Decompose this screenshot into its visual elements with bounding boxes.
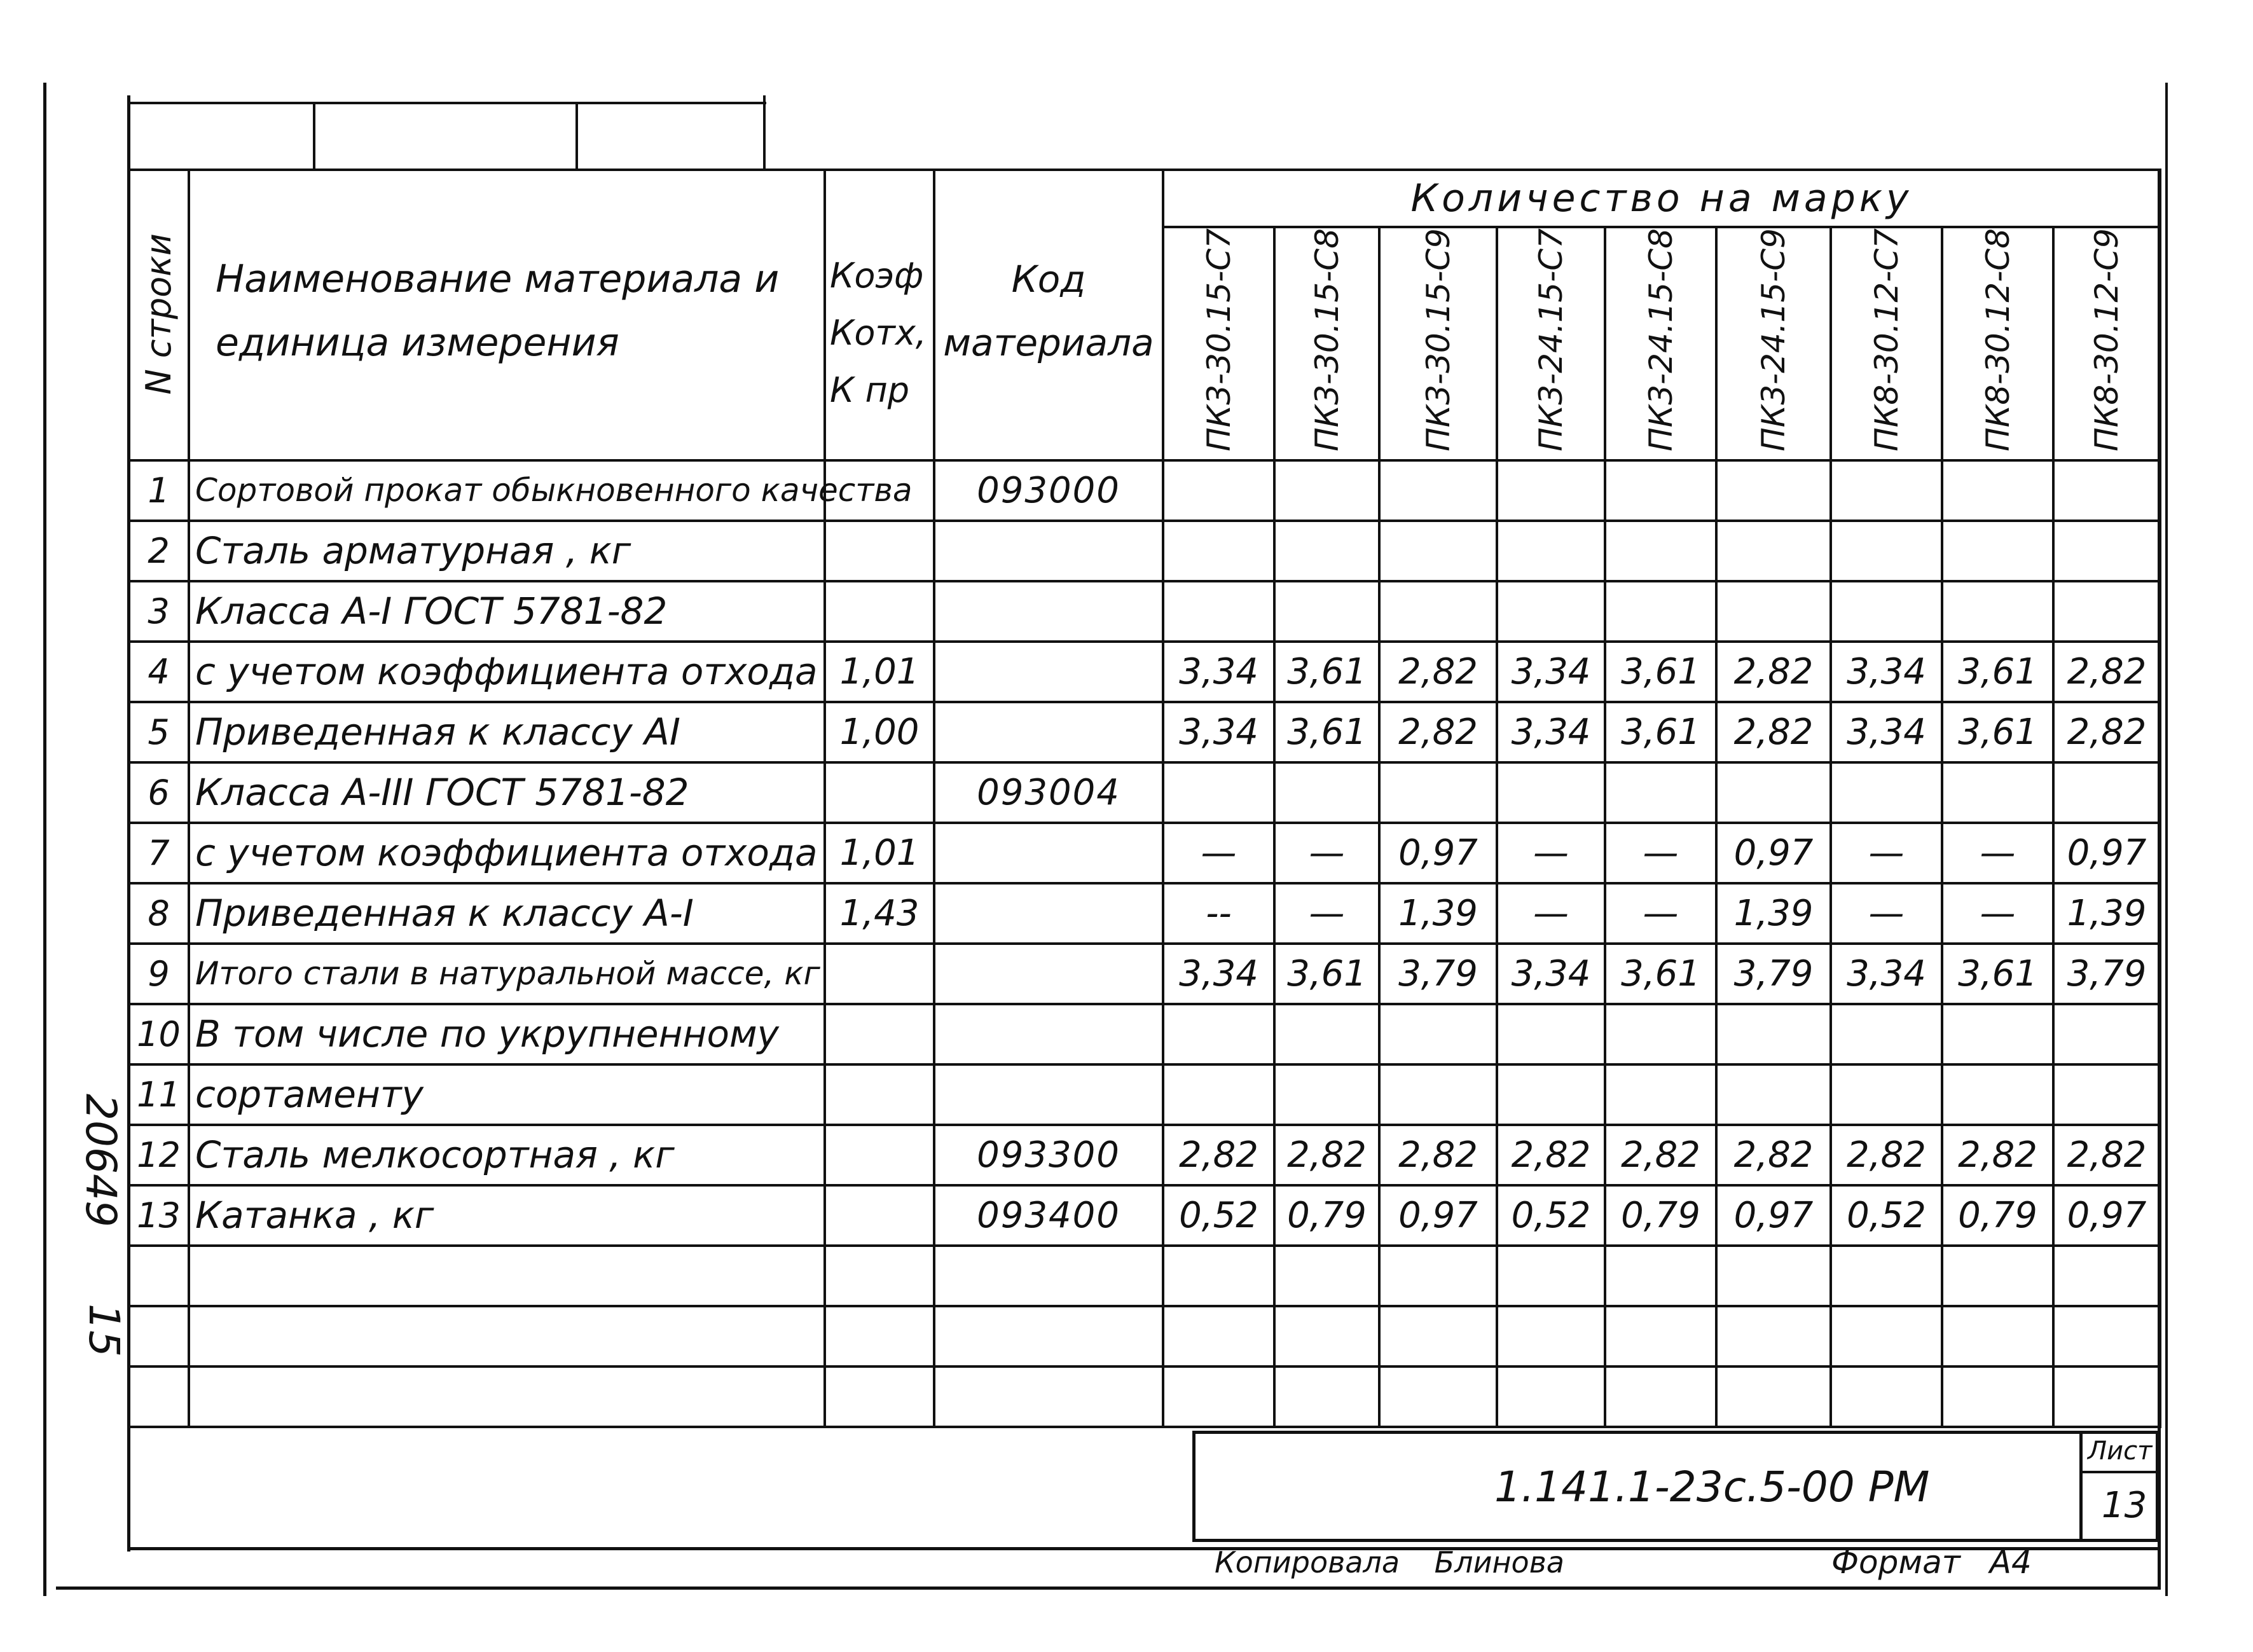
- quantity-cell: 0,79: [1274, 1185, 1379, 1246]
- quantity-cell: [1716, 1246, 1831, 1306]
- material-spec-table: [127, 169, 2161, 1428]
- quantity-cell: [1716, 1306, 1831, 1366]
- quantity-cell: [1163, 1004, 1274, 1064]
- title-block: [1192, 1431, 2159, 1542]
- quantity-cell: [1831, 1004, 1942, 1064]
- quantity-cell: [1942, 1004, 2053, 1064]
- quantity-cell: [1379, 1306, 1497, 1366]
- material-name-cell: Приведенная к классу АI: [189, 702, 825, 762]
- table-row: [128, 581, 2160, 642]
- quantity-cell: 2,82: [2053, 702, 2160, 762]
- quantity-cell: 2,82: [1831, 1125, 1942, 1185]
- quantity-cell: [1605, 762, 1716, 823]
- code-cell: [934, 1366, 1163, 1427]
- code-cell: [934, 1306, 1163, 1366]
- quantity-cell: [1605, 1064, 1716, 1125]
- quantity-cell: [1379, 460, 1497, 521]
- quantity-cell: [1942, 581, 2053, 642]
- quantity-cell: 3,61: [1942, 944, 2053, 1004]
- code-header: Код материала: [934, 170, 1163, 460]
- quantity-cell: [1163, 1246, 1274, 1306]
- quantity-cell: 1,39: [2053, 883, 2160, 944]
- quantity-cell: [1716, 1064, 1831, 1125]
- material-name-cell: В том числе по укрупненному: [189, 1004, 825, 1064]
- quantity-cell: 1,39: [1379, 883, 1497, 944]
- quantity-cell: [1942, 521, 2053, 581]
- quantity-cell: 3,34: [1163, 702, 1274, 762]
- quantity-cell: [1497, 1366, 1605, 1427]
- quantity-cell: 2,82: [1274, 1125, 1379, 1185]
- quantity-cell: —: [1605, 823, 1716, 883]
- row-number-cell: 2: [128, 521, 189, 581]
- quantity-cell: 0,97: [1379, 823, 1497, 883]
- table-row: [128, 1246, 2160, 1306]
- quantity-cell: [1274, 762, 1379, 823]
- top-stamp-div3: [763, 95, 766, 169]
- quantity-cell: 3,61: [1274, 944, 1379, 1004]
- quantity-cell: 0,97: [1716, 1185, 1831, 1246]
- quantity-cell: [1379, 1366, 1497, 1427]
- material-name-cell: [189, 1366, 825, 1427]
- frame-top-right-line: [2165, 83, 2168, 1596]
- quantity-cell: [1379, 1004, 1497, 1064]
- quantity-cell: [1831, 460, 1942, 521]
- quantity-cell: [1942, 1306, 2053, 1366]
- row-number-cell: 3: [128, 581, 189, 642]
- coef-cell: [825, 1246, 934, 1306]
- quantity-cell: --: [1163, 883, 1274, 944]
- quantity-header: Количество на марку: [1163, 170, 2160, 227]
- quantity-cell: [1942, 1246, 2053, 1306]
- row-number-cell: [128, 1246, 189, 1306]
- material-name-cell: Класса А-I ГОСТ 5781-82: [189, 581, 825, 642]
- table-row: [128, 762, 2160, 823]
- code-cell: [934, 883, 1163, 944]
- table-row: [128, 1306, 2160, 1366]
- coef-cell: [825, 1064, 934, 1125]
- material-name-cell: [189, 1246, 825, 1306]
- code-cell: 093400: [934, 1185, 1163, 1246]
- quantity-cell: —: [1274, 823, 1379, 883]
- quantity-cell: [1831, 1366, 1942, 1427]
- quantity-cell: 3,34: [1163, 642, 1274, 702]
- table-body: [128, 460, 2160, 1427]
- quantity-cell: 3,61: [1274, 642, 1379, 702]
- table-row: [128, 1185, 2160, 1246]
- quantity-cell: —: [1163, 823, 1274, 883]
- brand-header: ПК3-30.15-С9: [1379, 227, 1497, 460]
- material-name-cell: Сортовой прокат обыкновенного качества: [189, 460, 825, 521]
- quantity-cell: [1379, 521, 1497, 581]
- coef-cell: [825, 1306, 934, 1366]
- code-cell: [934, 1246, 1163, 1306]
- quantity-cell: [1497, 1004, 1605, 1064]
- quantity-cell: [1274, 521, 1379, 581]
- quantity-cell: [1942, 460, 2053, 521]
- quantity-cell: [1274, 1306, 1379, 1366]
- quantity-cell: 2,82: [1497, 1125, 1605, 1185]
- quantity-cell: [1163, 1064, 1274, 1125]
- quantity-cell: [1379, 581, 1497, 642]
- quantity-cell: 3,34: [1497, 702, 1605, 762]
- top-stamp-div2: [575, 102, 578, 169]
- brand-header: ПК8-30.12-С7: [1831, 227, 1942, 460]
- quantity-cell: [1163, 521, 1274, 581]
- code-cell: [934, 823, 1163, 883]
- quantity-cell: [2053, 1004, 2160, 1064]
- row-number-header: N строки: [128, 170, 189, 460]
- quantity-cell: [1831, 1246, 1942, 1306]
- material-name-cell: Приведенная к классу А-I: [189, 883, 825, 944]
- row-number-cell: 8: [128, 883, 189, 944]
- row-number-cell: 1: [128, 460, 189, 521]
- quantity-cell: 2,82: [1716, 642, 1831, 702]
- coef-cell: 1,00: [825, 702, 934, 762]
- brand-header: ПК3-24.15-С9: [1716, 227, 1831, 460]
- quantity-cell: [1274, 460, 1379, 521]
- quantity-cell: [1379, 762, 1497, 823]
- quantity-cell: [1274, 1064, 1379, 1125]
- row-number-cell: 9: [128, 944, 189, 1004]
- quantity-cell: 3,34: [1831, 944, 1942, 1004]
- quantity-cell: [1942, 762, 2053, 823]
- coef-cell: [825, 1366, 934, 1427]
- code-cell: 093300: [934, 1125, 1163, 1185]
- coef-cell: [825, 1004, 934, 1064]
- code-cell: [934, 642, 1163, 702]
- quantity-cell: [2053, 1246, 2160, 1306]
- quantity-cell: 3,79: [1379, 944, 1497, 1004]
- quantity-cell: [1942, 1064, 2053, 1125]
- coef-cell: 1,43: [825, 883, 934, 944]
- material-name-cell: Итого стали в натуральной массе, кг: [189, 944, 825, 1004]
- format-text: Формат А4: [1831, 1544, 2032, 1581]
- coef-cell: [825, 1185, 934, 1246]
- code-cell: [934, 581, 1163, 642]
- quantity-cell: [1716, 460, 1831, 521]
- copied-by-text: Копировала Блинова: [1215, 1545, 1564, 1580]
- code-cell: 093004: [934, 762, 1163, 823]
- quantity-cell: 2,82: [2053, 1125, 2160, 1185]
- quantity-cell: [2053, 1366, 2160, 1427]
- quantity-cell: [1831, 1064, 1942, 1125]
- quantity-cell: —: [1942, 883, 2053, 944]
- coef-cell: [825, 762, 934, 823]
- quantity-cell: 3,34: [1831, 702, 1942, 762]
- quantity-cell: 3,61: [1605, 642, 1716, 702]
- sheet-box: [2079, 1434, 2156, 1539]
- row-number-cell: 5: [128, 702, 189, 762]
- table-row: [128, 460, 2160, 521]
- quantity-cell: [1163, 581, 1274, 642]
- material-name-header: Наименование материала и единица измерения: [189, 170, 825, 460]
- quantity-cell: 2,82: [1379, 642, 1497, 702]
- row-number-cell: 4: [128, 642, 189, 702]
- coef-cell: [825, 581, 934, 642]
- sheet-label: Лист: [2088, 1436, 2153, 1466]
- material-name-cell: Сталь мелкосортная , кг: [189, 1125, 825, 1185]
- quantity-cell: [1716, 762, 1831, 823]
- quantity-cell: [1497, 1246, 1605, 1306]
- quantity-cell: 3,34: [1831, 642, 1942, 702]
- material-name-cell: Класса А-III ГОСТ 5781-82: [189, 762, 825, 823]
- quantity-cell: 0,52: [1163, 1185, 1274, 1246]
- quantity-cell: 0,52: [1831, 1185, 1942, 1246]
- frame-lowest-line: [56, 1587, 2161, 1590]
- row-number-cell: 11: [128, 1064, 189, 1125]
- top-stamp-div1: [313, 102, 315, 169]
- quantity-cell: [1274, 581, 1379, 642]
- quantity-cell: [2053, 460, 2160, 521]
- table-row: [128, 702, 2160, 762]
- quantity-cell: 3,79: [2053, 944, 2160, 1004]
- quantity-cell: 3,61: [1942, 642, 2053, 702]
- brand-header: ПК3-30.15-С8: [1274, 227, 1379, 460]
- quantity-cell: [1497, 1064, 1605, 1125]
- row-number-cell: 6: [128, 762, 189, 823]
- code-cell: [934, 1004, 1163, 1064]
- quantity-cell: [1497, 521, 1605, 581]
- material-name-cell: [189, 1306, 825, 1366]
- quantity-cell: —: [1831, 883, 1942, 944]
- coef-cell: [825, 944, 934, 1004]
- quantity-cell: —: [1942, 823, 2053, 883]
- document-code: 1.141.1-23с.5-00 РМ: [1494, 1463, 1930, 1511]
- table-row: [128, 642, 2160, 702]
- quantity-cell: [1497, 1306, 1605, 1366]
- quantity-cell: [2053, 1064, 2160, 1125]
- quantity-cell: [1942, 1366, 2053, 1427]
- table-row: [128, 1004, 2160, 1064]
- coef-cell: [825, 1125, 934, 1185]
- table-row: [128, 823, 2160, 883]
- quantity-cell: [1831, 762, 1942, 823]
- quantity-cell: [1831, 1306, 1942, 1366]
- table-row: [128, 944, 2160, 1004]
- brand-header: ПК3-24.15-С8: [1605, 227, 1716, 460]
- coef-cell: 1,01: [825, 642, 934, 702]
- table-row: [128, 1125, 2160, 1185]
- quantity-cell: [2053, 762, 2160, 823]
- table-row: [128, 1366, 2160, 1427]
- quantity-cell: [1605, 1366, 1716, 1427]
- quantity-cell: 3,61: [1942, 702, 2053, 762]
- quantity-cell: [1274, 1366, 1379, 1427]
- quantity-cell: [1274, 1246, 1379, 1306]
- quantity-cell: 3,79: [1716, 944, 1831, 1004]
- quantity-cell: [2053, 521, 2160, 581]
- material-name-cell: сортаменту: [189, 1064, 825, 1125]
- brand-header: ПК3-24.15-С7: [1497, 227, 1605, 460]
- sheet-number: 13: [2102, 1485, 2147, 1526]
- quantity-cell: 2,82: [1379, 1125, 1497, 1185]
- quantity-cell: 2,82: [1379, 702, 1497, 762]
- quantity-cell: 2,82: [2053, 642, 2160, 702]
- quantity-cell: 3,61: [1605, 944, 1716, 1004]
- quantity-cell: 0,79: [1605, 1185, 1716, 1246]
- code-cell: 093000: [934, 460, 1163, 521]
- quantity-cell: —: [1497, 883, 1605, 944]
- quantity-cell: 2,82: [1716, 1125, 1831, 1185]
- material-name-cell: Катанка , кг: [189, 1185, 825, 1246]
- frame-left-line: [43, 83, 46, 1596]
- sheet-divider: [2083, 1471, 2156, 1473]
- row-number-cell: 10: [128, 1004, 189, 1064]
- code-cell: [934, 944, 1163, 1004]
- quantity-cell: 2,82: [1942, 1125, 2053, 1185]
- quantity-cell: [1274, 1004, 1379, 1064]
- brand-header: ПК8-30.12-С8: [1942, 227, 2053, 460]
- quantity-cell: [2053, 581, 2160, 642]
- brand-header: ПК3-30.15-С7: [1163, 227, 1274, 460]
- quantity-cell: 0,97: [1716, 823, 1831, 883]
- quantity-cell: [1716, 1366, 1831, 1427]
- inventory-number: 20649: [76, 1094, 125, 1227]
- quantity-cell: 0,79: [1942, 1185, 2053, 1246]
- material-name-cell: с учетом коэффициента отхода: [189, 642, 825, 702]
- quantity-cell: [1605, 1306, 1716, 1366]
- row-number-cell: 12: [128, 1125, 189, 1185]
- row-number-cell: 13: [128, 1185, 189, 1246]
- quantity-cell: —: [1831, 823, 1942, 883]
- quantity-cell: —: [1274, 883, 1379, 944]
- quantity-cell: [1831, 521, 1942, 581]
- quantity-cell: 0,97: [2053, 823, 2160, 883]
- margin-number-15: 15: [79, 1304, 128, 1357]
- table-row: [128, 883, 2160, 944]
- top-stamp-top-line: [127, 102, 766, 104]
- quantity-cell: 2,82: [1163, 1125, 1274, 1185]
- code-cell: [934, 521, 1163, 581]
- quantity-cell: 3,34: [1497, 944, 1605, 1004]
- row-number-cell: 7: [128, 823, 189, 883]
- quantity-cell: [1379, 1246, 1497, 1306]
- quantity-cell: 0,97: [1379, 1185, 1497, 1246]
- quantity-cell: 3,34: [1497, 642, 1605, 702]
- quantity-cell: —: [1497, 823, 1605, 883]
- quantity-cell: [1605, 521, 1716, 581]
- quantity-cell: 3,61: [1605, 702, 1716, 762]
- code-cell: [934, 1064, 1163, 1125]
- quantity-cell: 2,82: [1716, 702, 1831, 762]
- quantity-cell: 0,52: [1497, 1185, 1605, 1246]
- quantity-cell: [1163, 1306, 1274, 1366]
- coef-cell: [825, 521, 934, 581]
- material-name-cell: с учетом коэффициента отхода: [189, 823, 825, 883]
- quantity-cell: [1605, 1004, 1716, 1064]
- code-cell: [934, 702, 1163, 762]
- quantity-cell: [1497, 581, 1605, 642]
- coef-header: Коэф Котх, К пр: [825, 170, 934, 460]
- quantity-cell: [1163, 762, 1274, 823]
- quantity-cell: 3,61: [1274, 702, 1379, 762]
- quantity-cell: 0,97: [2053, 1185, 2160, 1246]
- quantity-cell: [1379, 1064, 1497, 1125]
- quantity-cell: [1716, 521, 1831, 581]
- quantity-cell: [1497, 762, 1605, 823]
- quantity-cell: [1716, 1004, 1831, 1064]
- quantity-cell: [1163, 1366, 1274, 1427]
- header-row-1: [128, 170, 2160, 227]
- brand-header: ПК8-30.12-С9: [2053, 227, 2160, 460]
- quantity-cell: 1,39: [1716, 883, 1831, 944]
- row-number-cell: [128, 1366, 189, 1427]
- quantity-cell: [1163, 460, 1274, 521]
- quantity-cell: [1605, 1246, 1716, 1306]
- row-number-cell: [128, 1306, 189, 1366]
- quantity-cell: —: [1605, 883, 1716, 944]
- table-row: [128, 1064, 2160, 1125]
- table-row: [128, 521, 2160, 581]
- quantity-cell: 3,34: [1163, 944, 1274, 1004]
- quantity-cell: [2053, 1306, 2160, 1366]
- coef-cell: 1,01: [825, 823, 934, 883]
- quantity-cell: [1831, 581, 1942, 642]
- quantity-cell: [1716, 581, 1831, 642]
- quantity-cell: [1605, 581, 1716, 642]
- material-name-cell: Сталь арматурная , кг: [189, 521, 825, 581]
- quantity-cell: [1497, 460, 1605, 521]
- quantity-cell: [1605, 460, 1716, 521]
- quantity-cell: 2,82: [1605, 1125, 1716, 1185]
